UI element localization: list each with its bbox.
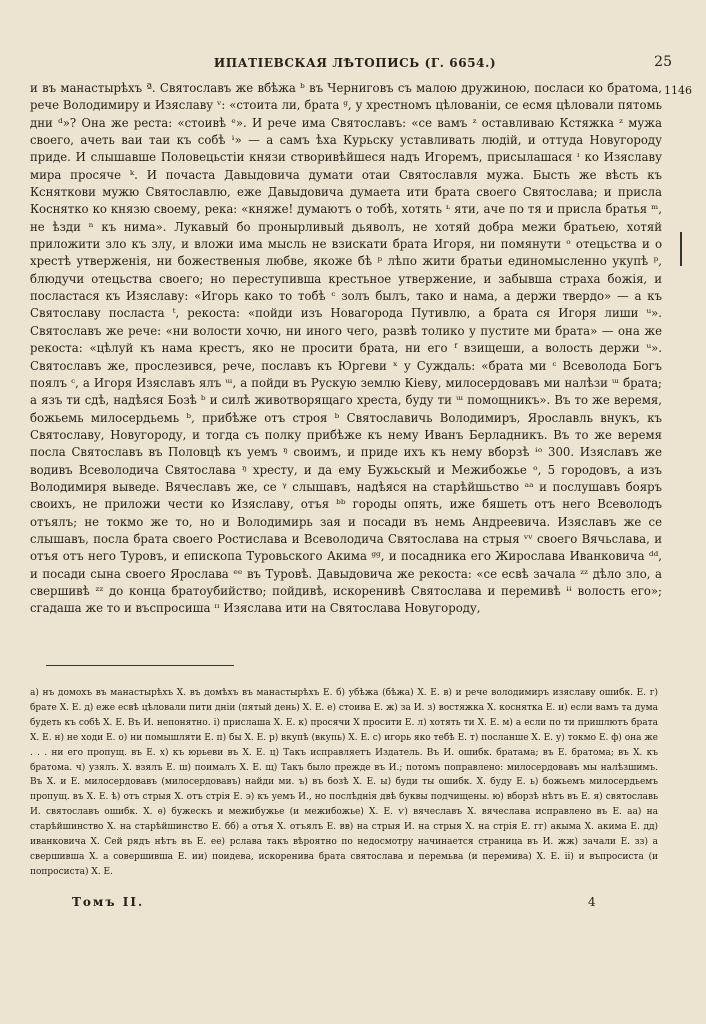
volume-label: Томъ II.: [72, 895, 145, 909]
main-text-paragraph: и въ манастырѣхъ ª. Святославъ же вбѣжа ᵇ въ Черниговъ съ малою дружиною, посласи ко братома, рече Володимиру и Изяславу ᵛ: «стоита ли, брата ᵍ, у хрестномъ цѣлованіи, се есмя цѣловали пятомь дни ᵈ»? Она же реста: «стоивѣ ᵉ». И рече има Святославъ: «се вамъ ᶻ оставливаю Кстяжка ᶻ мужа своего, ачеть ваи таи къ собѣ ᶤ» — а самъ ѣха Курьску уставливать людій, и оттуда Новугороду приде. И слышавше Половецьстіи князи створивѣйшеся надъ Игоремъ, присылашася ᶦ ко Изяславу мира просяче ᵏ. И почаста Давыдовича думати отаи Святославля мужа. Бысть же вѣсть къ Ксняткови мужю Святославлю, еже Давыдовича думаета ити брата своего Святослава; и присла Коснятко ко князю своему, река: «княже! думаютъ о тобѣ, хотять ᶫ яти, аче по тя и присла братья ᵐ, не ѣзди ⁿ къ нима». Лукавый бо пронырливый дьяволъ, не хотяй добра межи братьею, хотяй приложити зло къ злу, и вложи има мысль не взискати брата Игоря, ни помянути ᵒ отецьства и о хрестѣ утверженія, ни божественыя любве, якоже бѣ ᵖ лѣпо жити братьи единомысленно укупѣ ᵖ, блюдучи отецьства своего; но переступивша крестьное утвержение, и забывша страха божія, и посластася къ Изяславу: «Игорь како то тобѣ ᶜ золъ былъ, тако и нама, а держи твердо» — а къ Святославу посласта ᵗ, рекоста: «пойди изъ Новагорода Путивлю, а брата ся Игоря лиши ᵘ». Святославъ же рече: «ни волости хочю, ни иного чего, развѣ толико у пустите ми брата» — она же рекоста: «цѣлуй къ нама крестъ, яко не просити брата, ни его ᶠ взищеши, а волость держи ᵘ». Святославъ же, прослезився, рече, пославъ къ Юргеви ˣ у Суждаль: «брата ми ᶜ Всеволода Богъ поялъ ᶜ, а Игоря Изяславъ ялъ ᵚ, а пойди въ Рускую землю Кіеву, милосердовавъ ми налѣзи ᵚ брата; а язъ ти сдѣ, надѣяся Бозѣ ᵇ и силѣ животворящаго хреста, буду ти ᵚ помощникъ». Въ то же веремя, божьемь милосердьемь ᵇ, прибѣже отъ строя ᵇ Святославичь Володимиръ, Ярославль внукъ, къ Святославу, Новугороду, и тогда съ полку прибѣже къ нему Иванъ Берладникъ. Въ то же веремя посла Святославъ въ Половцѣ къ уемъ ᵑ своимъ, и приде ихъ къ нему вборзѣ ᶤᵒ 300. Изяславъ же водивъ Всеволодича Святослава ᵑ хресту, и да ему Бужьскый и Межибожье ᵒ, 5 городовъ, а изъ Володимиря выведе. Вячеславъ же, се ᵞ слышавъ, надѣяся на старѣйшьство ᵃᵃ и послушавъ бояръ своихъ, не приложи чести ко Изяславу, отъя ᵇᵇ городы опять, иже бяшеть отъ него Всеволодъ отъялъ; не токмо же то, но и Володимирь зая и посади въ немь Андреевича. Изяславъ же се слышавъ, посла брата своего Ростислава и Всеволодича Святослава на стрыя ᵛᵛ своего Вячьслава, и отъя отъ него Туровъ, и епископа Туровьского Акима ᵍᵍ, и посадника его Жирослава Иванковича ᵈᵈ, и посади сына своего Ярослава ᵉᵉ въ Туровѣ. Давыдовича же рекоста: «се есвѣ зачала ᶻᶻ дѣло зло, а свершивѣ ᶻᶻ до конца братоубийство; пойдивѣ, искоренивѣ Святослава и перемивѣ ᶤᶤ волость его»; сгадаша же то и въспросиша ᶦᶦ Изяслава ити на Святослава Новугороду,: [30, 81, 662, 616]
margin-year-number: 1146: [664, 84, 692, 97]
footnote-separator-rule: [46, 665, 234, 666]
running-title: ИПАТІЕВСКАЯ ЛѢТОПИСЬ (Г. 6654.): [213, 56, 497, 70]
footnotes-text: а) нъ домохъ въ манастырѣхъ Х. въ домѣхъ въ манастырѣхъ Е. б) убѣжа (бѣжа) Х. Е. в) и рече володимиръ изяславу ошибк. Е. г) брате Х. Е. д) еже есвѣ цѣловали пити дніи (пятый день) Х. Е. е) стоива Е. ж) за И. з) востяжка Х. коснятка Е. и) если вамъ та дума будеть къ собѣ Х. Е. Въ И. непонятно. і) прислаша Х. Е. к) просячи Х просити Е. л) хотять ти Х. Е. м) а если по ти пришлютъ брата Х. Е. н) не ходи Е. о) ни помышляти Е. п) бы Х. Е. р) вкупѣ (вкупь) Х. Е. с) игорь яко тебѣ Е. т) посланше Х. Е. у) токмо Е. ф) она же . . . ни его пропущ. въ Е. х) къ юрьеви въ Х. Е. ц) Такъ исправляетъ Издатель. Въ И. ошибк. братама; въ Е. братома; въ Х. къ братома. ч) узялъ. Х. взялъ Е. ш) поималъ Х. Е. щ) Такъ было прежде въ И.; потомъ поправлено: милосердовавъ мы налѣзшимъ. Въ Х. и Е. милосердовавъ (милосердовавъ) найди ми. ъ) въ бозѣ Х. Е. ы) буди ты ошибк. Х. буду Е. ь) божьемъ милосердьемъ пропущ. въ Х. Е. ѣ) отъ стрыя Х. отъ стрія Е. э) къ уемъ И., но послѣднія двѣ буквы подчищены. ю) вборзѣ нѣтъ въ Е. я) святославь И. святославъ ошибк. Х. ѳ) бужескъ и межибужье (и межибожье) Х. Е. ѵ) вячеславъ Х. вячеслава исправлено въ Е. аа) на старѣйшинство Х. на старѣйшинство Е. бб) а отъя Х. отъялъ Е. вв) на стрыя И. на стрыя Х. на стрія Е. гг) акыма Х. акима Е. дд) иванковича Х. Сей рядъ нѣтъ въ Е. ее) рслава такъ вѣроятно по недосмотру начинается страница въ И. жж) зачали Е. зз) а свершивша Х. а совершивша Е. ии) поидева, искоренива брата святослава и перемьва (и перемива) Х. Е. іі) и въпросиста (и попросиста) Х. Е.: [30, 688, 658, 877]
page-number: 25: [654, 54, 672, 70]
chronicle-main-text: [30, 80, 662, 618]
page-footer: [72, 895, 632, 915]
page-header: [30, 56, 680, 76]
footnotes-block: [30, 686, 658, 880]
margin-bracket-mark: [680, 232, 682, 266]
signature-number: 4: [588, 895, 596, 909]
